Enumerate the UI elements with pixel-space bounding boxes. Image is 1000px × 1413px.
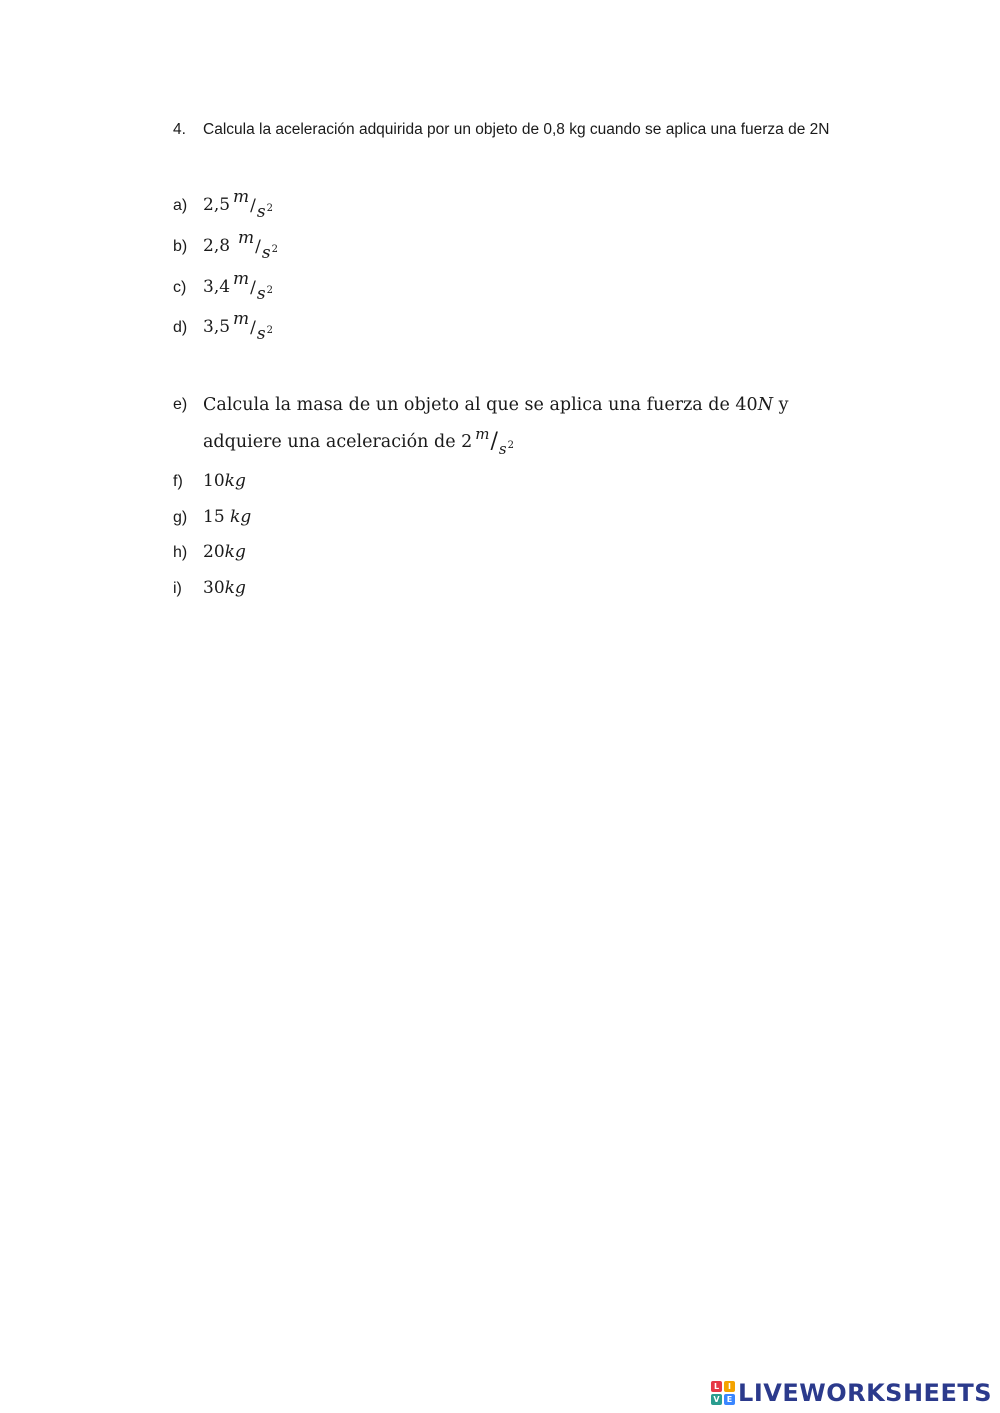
option-unit: kg <box>224 471 246 491</box>
option-c[interactable] <box>173 269 274 304</box>
question-label: e) <box>173 396 188 413</box>
logo-square-3: E <box>724 1394 735 1405</box>
option-value: 30 <box>203 578 225 598</box>
option-value: 2,5 <box>203 195 231 215</box>
unit-numerator: m <box>233 269 250 289</box>
unit-numerator: m <box>238 228 255 248</box>
unit-denominator: $s^2$ <box>261 243 279 263</box>
option-h[interactable] <box>173 540 246 566</box>
logo-text: LIVEWORKSHEETS <box>738 1379 992 1407</box>
option-i[interactable] <box>173 576 246 602</box>
unit-slash: / <box>250 196 256 216</box>
option-d[interactable] <box>173 309 274 344</box>
option-f[interactable] <box>173 469 246 495</box>
option-value: 20 <box>203 542 225 562</box>
logo-square-1: I <box>724 1381 735 1392</box>
unit-denominator: $s^2$ <box>256 202 274 222</box>
logo-square-0: L <box>711 1381 722 1392</box>
option-value: 3,4 <box>203 277 231 297</box>
liveworksheets-logo <box>711 1379 992 1407</box>
unit-slash: / <box>255 237 261 257</box>
unit-numerator: m <box>233 187 250 207</box>
unit-slash: / <box>250 318 256 338</box>
option-label: a) <box>173 197 188 214</box>
option-label: b) <box>173 238 188 255</box>
unit-denominator: $s^2$ <box>256 284 274 304</box>
option-label: d) <box>173 319 188 336</box>
logo-square-2: V <box>711 1394 722 1405</box>
option-value: 15 <box>203 507 231 527</box>
option-label: f) <box>173 473 183 490</box>
option-a[interactable] <box>173 187 274 222</box>
option-unit: kg <box>230 507 252 527</box>
unit-numerator: m <box>233 309 250 329</box>
option-unit: kg <box>224 542 246 562</box>
question-e <box>173 388 863 459</box>
unit-slash: / <box>250 278 256 298</box>
option-value: 3,5 <box>203 317 231 337</box>
unit-denominator: $s^2$ <box>256 324 274 344</box>
option-unit: kg <box>224 578 246 598</box>
question-text: Calcula la masa de un objeto al que se aplica una fuerza de 40N y adquiere una aceleración de 2 $m/s^2$ <box>203 395 789 458</box>
logo-mark-icon <box>711 1381 735 1405</box>
option-value: 2,8 <box>203 236 231 256</box>
question-text: Calcula la aceleración adquirida por un objeto de 0,8 kg cuando se aplica una fuerza de 2N <box>203 121 830 138</box>
option-label: i) <box>173 580 182 597</box>
option-label: h) <box>173 544 188 561</box>
option-label: g) <box>173 509 188 526</box>
option-label: c) <box>173 279 187 296</box>
option-b[interactable] <box>173 228 279 263</box>
option-value: 10 <box>203 471 225 491</box>
question-number: 4. <box>173 121 186 138</box>
option-g[interactable] <box>173 505 251 531</box>
question-4 <box>173 117 863 143</box>
